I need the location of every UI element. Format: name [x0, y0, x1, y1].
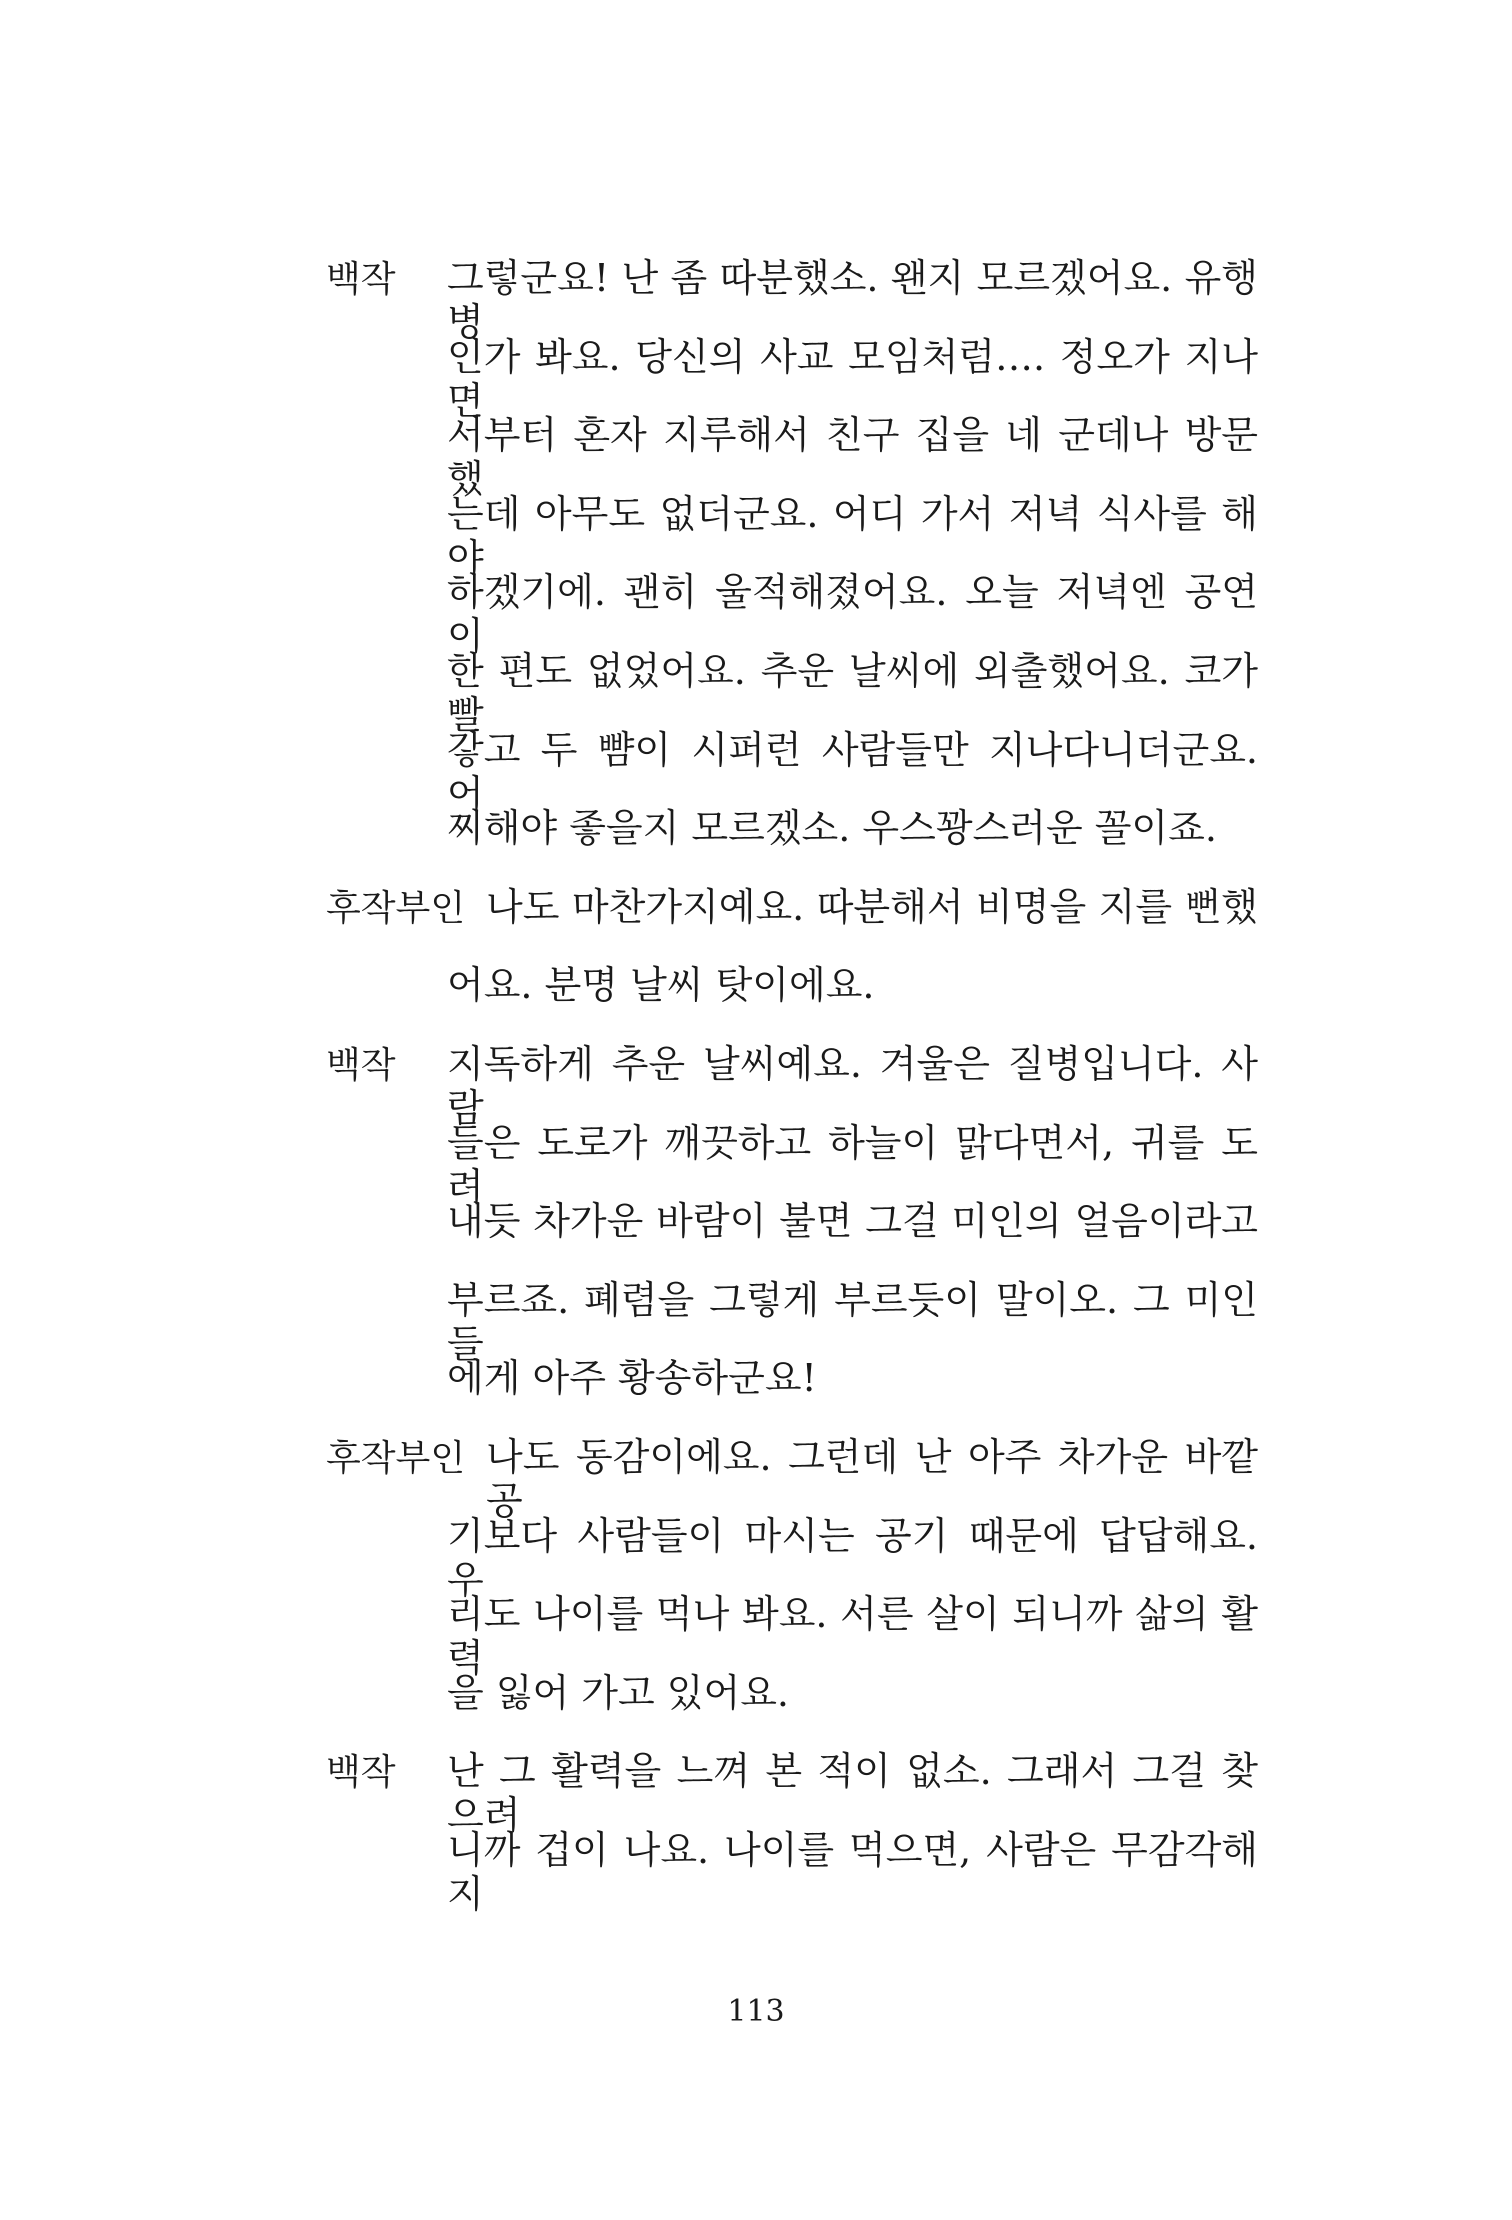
dialogue-line: 에게 아주 황송하군요! — [447, 1356, 817, 1401]
dialogue-line: 을 잃어 가고 있어요. — [447, 1670, 789, 1715]
dialogue-line: 인가 봐요. 당신의 사교 모임처럼…. 정오가 지나면 — [447, 334, 1258, 423]
speaker-name: 백작 — [326, 259, 396, 300]
dialogue-line: 그렇군요! 난 좀 따분했소. 왠지 모르겠어요. 유행병 — [447, 256, 1258, 344]
dialogue-line: 니까 겁이 나요. 나이를 먹으면, 사람은 무감각해지 — [447, 1828, 1258, 1916]
dialogue-line: 기보다 사람들이 마시는 공기 때문에 답답해요. 우 — [447, 1513, 1258, 1602]
speaker-name: 백작 — [326, 1752, 396, 1794]
dialogue-line: 나도 동감이에요. 그런데 난 아주 차가운 바깥 공 — [486, 1435, 1258, 1523]
dialogue-line: 내듯 차가운 바람이 불면 그걸 미인의 얼음이라고 — [447, 1199, 1258, 1244]
dialogue-line: 난 그 활력을 느껴 본 적이 없소. 그래서 그걸 찾으려 — [447, 1749, 1258, 1838]
page-number: 113 — [727, 1994, 785, 2029]
dialogue-line: 갛고 두 뺨이 시퍼런 사람들만 지나다니더군요. 어 — [447, 727, 1258, 816]
dialogue-line: 리도 나이를 먹나 봐요. 서른 살이 되니까 삶의 활력 — [447, 1592, 1258, 1681]
dialogue-line: 나도 마찬가지예요. 따분해서 비명을 지를 뻔했 — [486, 884, 1258, 929]
dialogue-line: 하겠기에. 괜히 울적해졌어요. 오늘 저녁엔 공연이 — [447, 570, 1258, 659]
dialogue-line: 는데 아무도 없더군요. 어디 가서 저녁 식사를 해야 — [447, 491, 1258, 580]
dialogue-line: 찌해야 좋을지 모르겠소. 우스꽝스러운 꼴이죠. — [447, 806, 1217, 851]
speaker-name: 후작부인 — [326, 887, 466, 929]
speaker-name: 백작 — [326, 1045, 396, 1086]
speaker-name: 후작부인 — [326, 1438, 466, 1479]
dialogue-line: 서부터 혼자 지루해서 친구 집을 네 군데나 방문했 — [447, 413, 1258, 502]
dialogue-line: 지독하게 추운 날씨예요. 겨울은 질병입니다. 사람 — [447, 1042, 1258, 1130]
dialogue-line: 어요. 분명 날씨 탓이에요. — [447, 963, 875, 1008]
dialogue-line: 부르죠. 폐렴을 그렇게 부르듯이 말이오. 그 미인들 — [447, 1277, 1258, 1366]
dialogue-line: 들은 도로가 깨끗하고 하늘이 맑다면서, 귀를 도려 — [447, 1120, 1258, 1209]
dialogue-line: 한 편도 없었어요. 추운 날씨에 외출했어요. 코가 빨 — [447, 649, 1258, 737]
